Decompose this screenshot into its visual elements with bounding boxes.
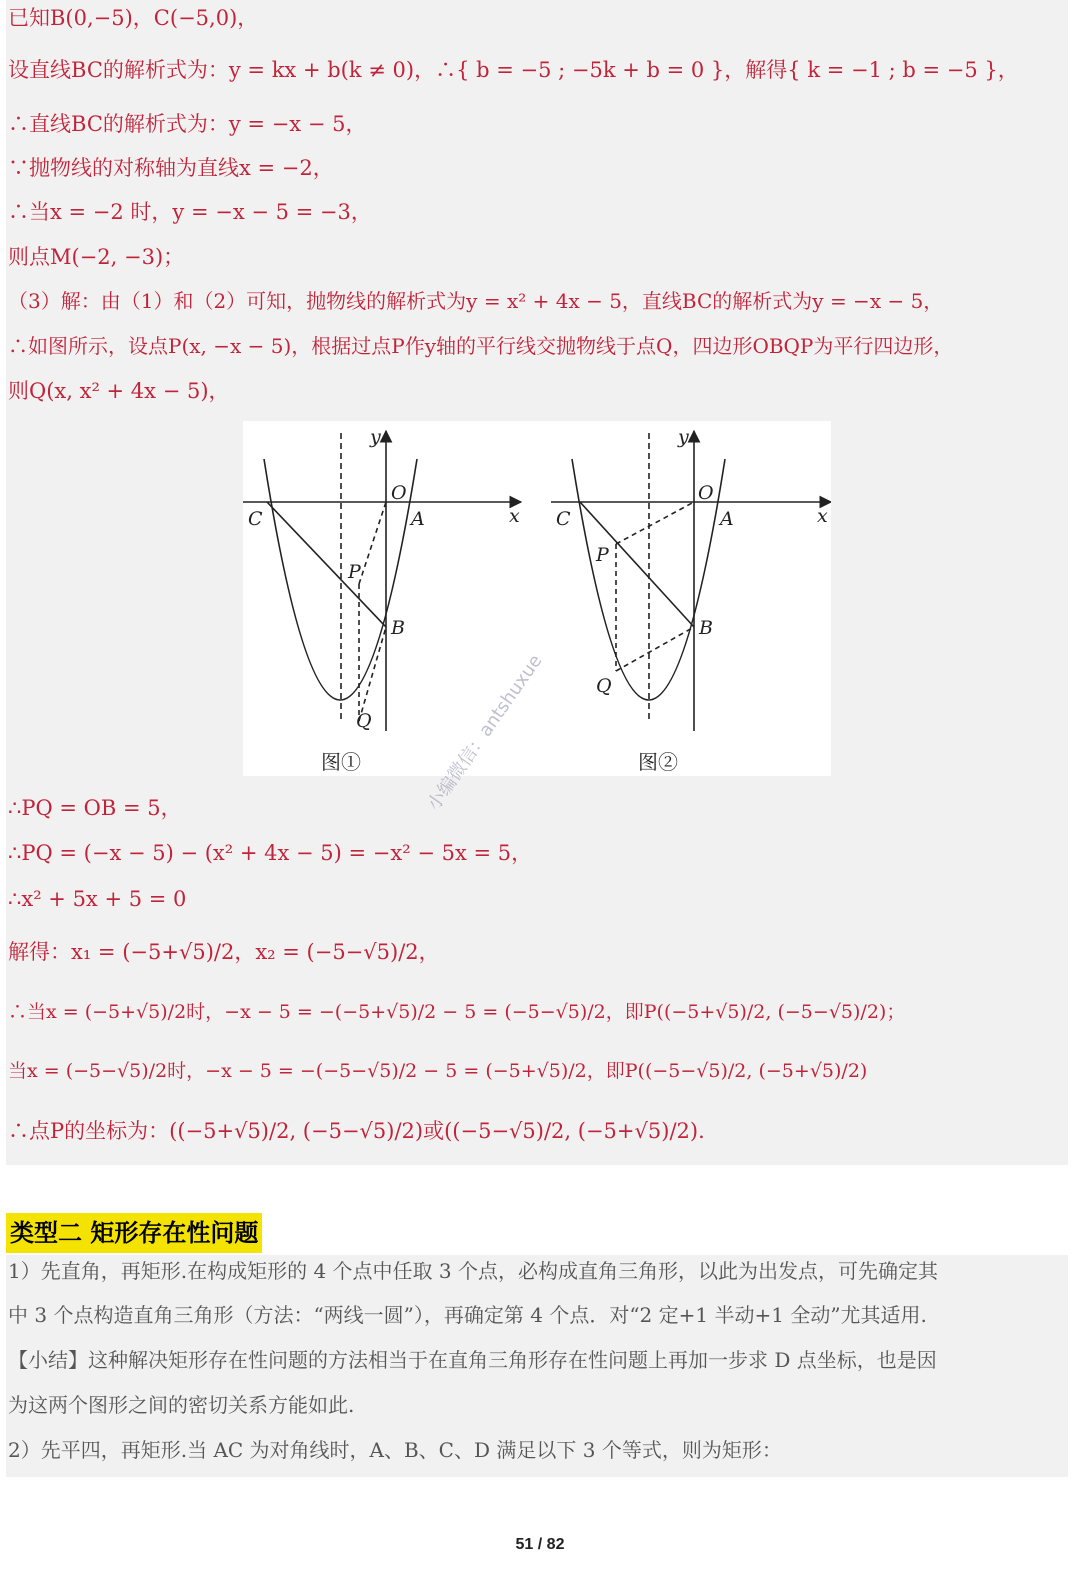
solution-line: 设直线BC的解析式为：y = kx + b(k ≠ 0)，∴{ b = −5 ; −5k + b = 0 }，解得{ k = −1 ; b = −5 }， (8, 58, 1019, 82)
solution-line: 已知B(0,−5)，C(−5,0)， (8, 6, 259, 30)
label-p: P (348, 561, 361, 583)
parabola-figure (243, 421, 831, 776)
label-p: P (596, 544, 609, 566)
solution-line: ∵抛物线的对称轴为直线x = −2， (8, 156, 334, 180)
figure-1 (243, 431, 521, 731)
solution-line: （3）解：由（1）和（2）可知，抛物线的解析式为y = x² + 4x − 5，直线BC的解析式为y = −x − 5， (8, 289, 944, 313)
section-heading: 类型二 矩形存在性问题 (6, 1213, 262, 1253)
section-line: 【小结】这种解决矩形存在性问题的方法相当于在直角三角形存在性问题上再加一步求 D 点坐标，也是因 (8, 1348, 937, 1372)
figure-2 (551, 431, 831, 731)
label-y: y (370, 426, 381, 448)
solution-line: ∴如图所示，设点P(x, −x − 5)，根据过点P作y轴的平行线交抛物线于点Q，四边形OBQP为平行四边形， (8, 334, 954, 358)
solution-line: ∴直线BC的解析式为：y = −x − 5， (8, 112, 367, 136)
page-number: 51 / 82 (515, 1536, 565, 1553)
segment-bc (267, 502, 386, 627)
label-o: O (698, 482, 714, 504)
solution-line: ∴点P的坐标为：((−5+√5)/2, (−5−√5)/2)或((−5−√5)/2, (−5+√5)/2). (8, 1119, 705, 1143)
label-a: A (720, 508, 734, 530)
section-line: 中 3 个点构造直角三角形（方法：“两线一圆”），再确定第 4 个点．对“2 定+1 半动+1 全动”尤其适用. (8, 1303, 927, 1327)
section-line: 1）先直角，再矩形.在构成矩形的 4 个点中任取 3 个点，必构成直角三角形，以此为出发点，可先确定其 (8, 1259, 938, 1283)
label-c: C (248, 508, 263, 530)
watermark: 小编微信：antshuxue (423, 650, 547, 815)
label-x: x (509, 505, 520, 527)
segment-qb (359, 627, 386, 721)
label-a: A (411, 508, 425, 530)
label-y: y (678, 426, 689, 448)
solution-line: 解得：x₁ = (−5+√5)/2，x₂ = (−5−√5)/2， (8, 940, 440, 964)
solution-line: ∴x² + 5x + 5 = 0 (8, 887, 187, 911)
figure-svg (243, 421, 831, 776)
segment-po (359, 502, 386, 584)
label-b: B (699, 617, 713, 639)
label-q: Q (356, 710, 372, 732)
caption-figure-1: 图① (321, 750, 361, 774)
solution-line: ∴当x = (−5+√5)/2时，−x − 5 = −(−5+√5)/2 − 5 = (−5−√5)/2，即P((−5+√5)/2, (−5−√5)/2)； (8, 1001, 906, 1023)
label-b: B (391, 617, 405, 639)
caption-figure-2: 图② (638, 750, 678, 774)
segment-po (616, 502, 694, 544)
label-x: x (817, 505, 828, 527)
label-o: O (391, 482, 407, 504)
segment-qb (616, 627, 694, 671)
label-c: C (556, 508, 571, 530)
solution-line: ∴当x = −2 时，y = −x − 5 = −3， (8, 200, 372, 224)
solution-line: 当x = (−5−√5)/2时，−x − 5 = −(−5−√5)/2 − 5 = (−5+√5)/2，即P((−5−√5)/2, (−5+√5)/2) (8, 1060, 868, 1082)
section-line: 为这两个图形之间的密切关系方能如此. (8, 1393, 355, 1417)
solution-line: ∴PQ = OB = 5， (8, 796, 182, 820)
label-q: Q (596, 675, 612, 697)
solution-line: ∴PQ = (−x − 5) − (x² + 4x − 5) = −x² − 5x = 5， (8, 841, 533, 865)
section-line: 2）先平四，再矩形.当 AC 为对角线时，A、B、C、D 满足以下 3 个等式，则为矩形： (8, 1438, 782, 1462)
solution-line: 则Q(x, x² + 4x − 5)， (8, 379, 230, 403)
solution-line: 则点M(−2, −3)； (8, 245, 185, 269)
